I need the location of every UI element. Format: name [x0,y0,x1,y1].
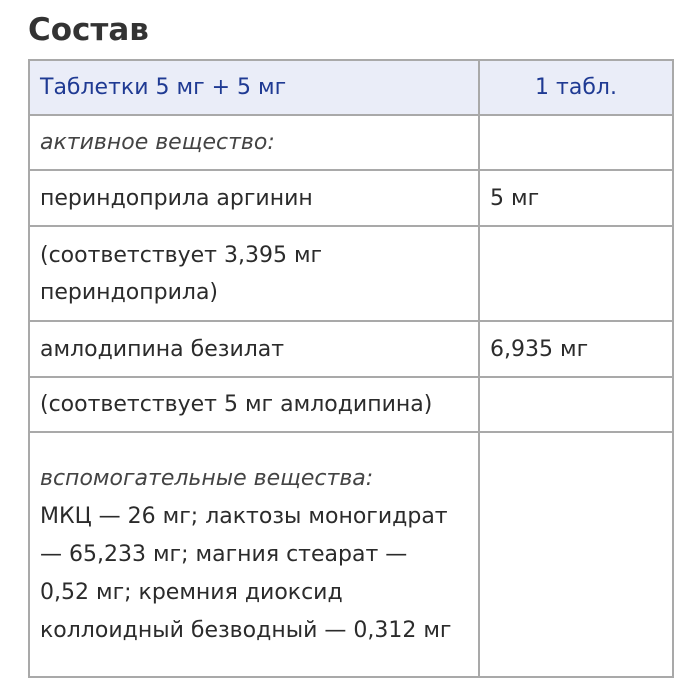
table-row [29,377,673,432]
row-value: 5 мг [479,170,673,226]
excipients-cell [29,432,479,677]
header-form: Таблетки 5 мг + 5 мг [29,60,479,115]
excipients-text: МКЦ — 26 мг; лактозы моногидрат — 65,233 мг; магния стеарат — 0,52 мг; кремния диоксид коллоидный безводный — 0,312 мг [40,503,452,643]
row-label: (соответствует 3,395 мг периндоприла) [29,226,479,321]
table-row [29,432,673,677]
header-quantity: 1 табл. [479,60,673,115]
row-label: периндоприла аргинин [29,170,479,226]
table-row [29,115,673,170]
row-value [479,226,673,321]
row-label: амлодипина безилат [29,321,479,377]
row-value [479,377,673,432]
table-row [29,226,673,321]
row-value: 6,935 мг [479,321,673,377]
active-substance-heading: активное вещество: [29,115,479,170]
composition-table [28,59,674,678]
row-label: (соответствует 5 мг амлодипина) [29,377,479,432]
table-row [29,170,673,226]
table-header-row [29,60,673,115]
row-value [479,432,673,677]
excipients-heading: вспомогательные вещества: [40,465,374,491]
table-row [29,321,673,377]
row-value [479,115,673,170]
section-title: Состав [28,12,149,48]
